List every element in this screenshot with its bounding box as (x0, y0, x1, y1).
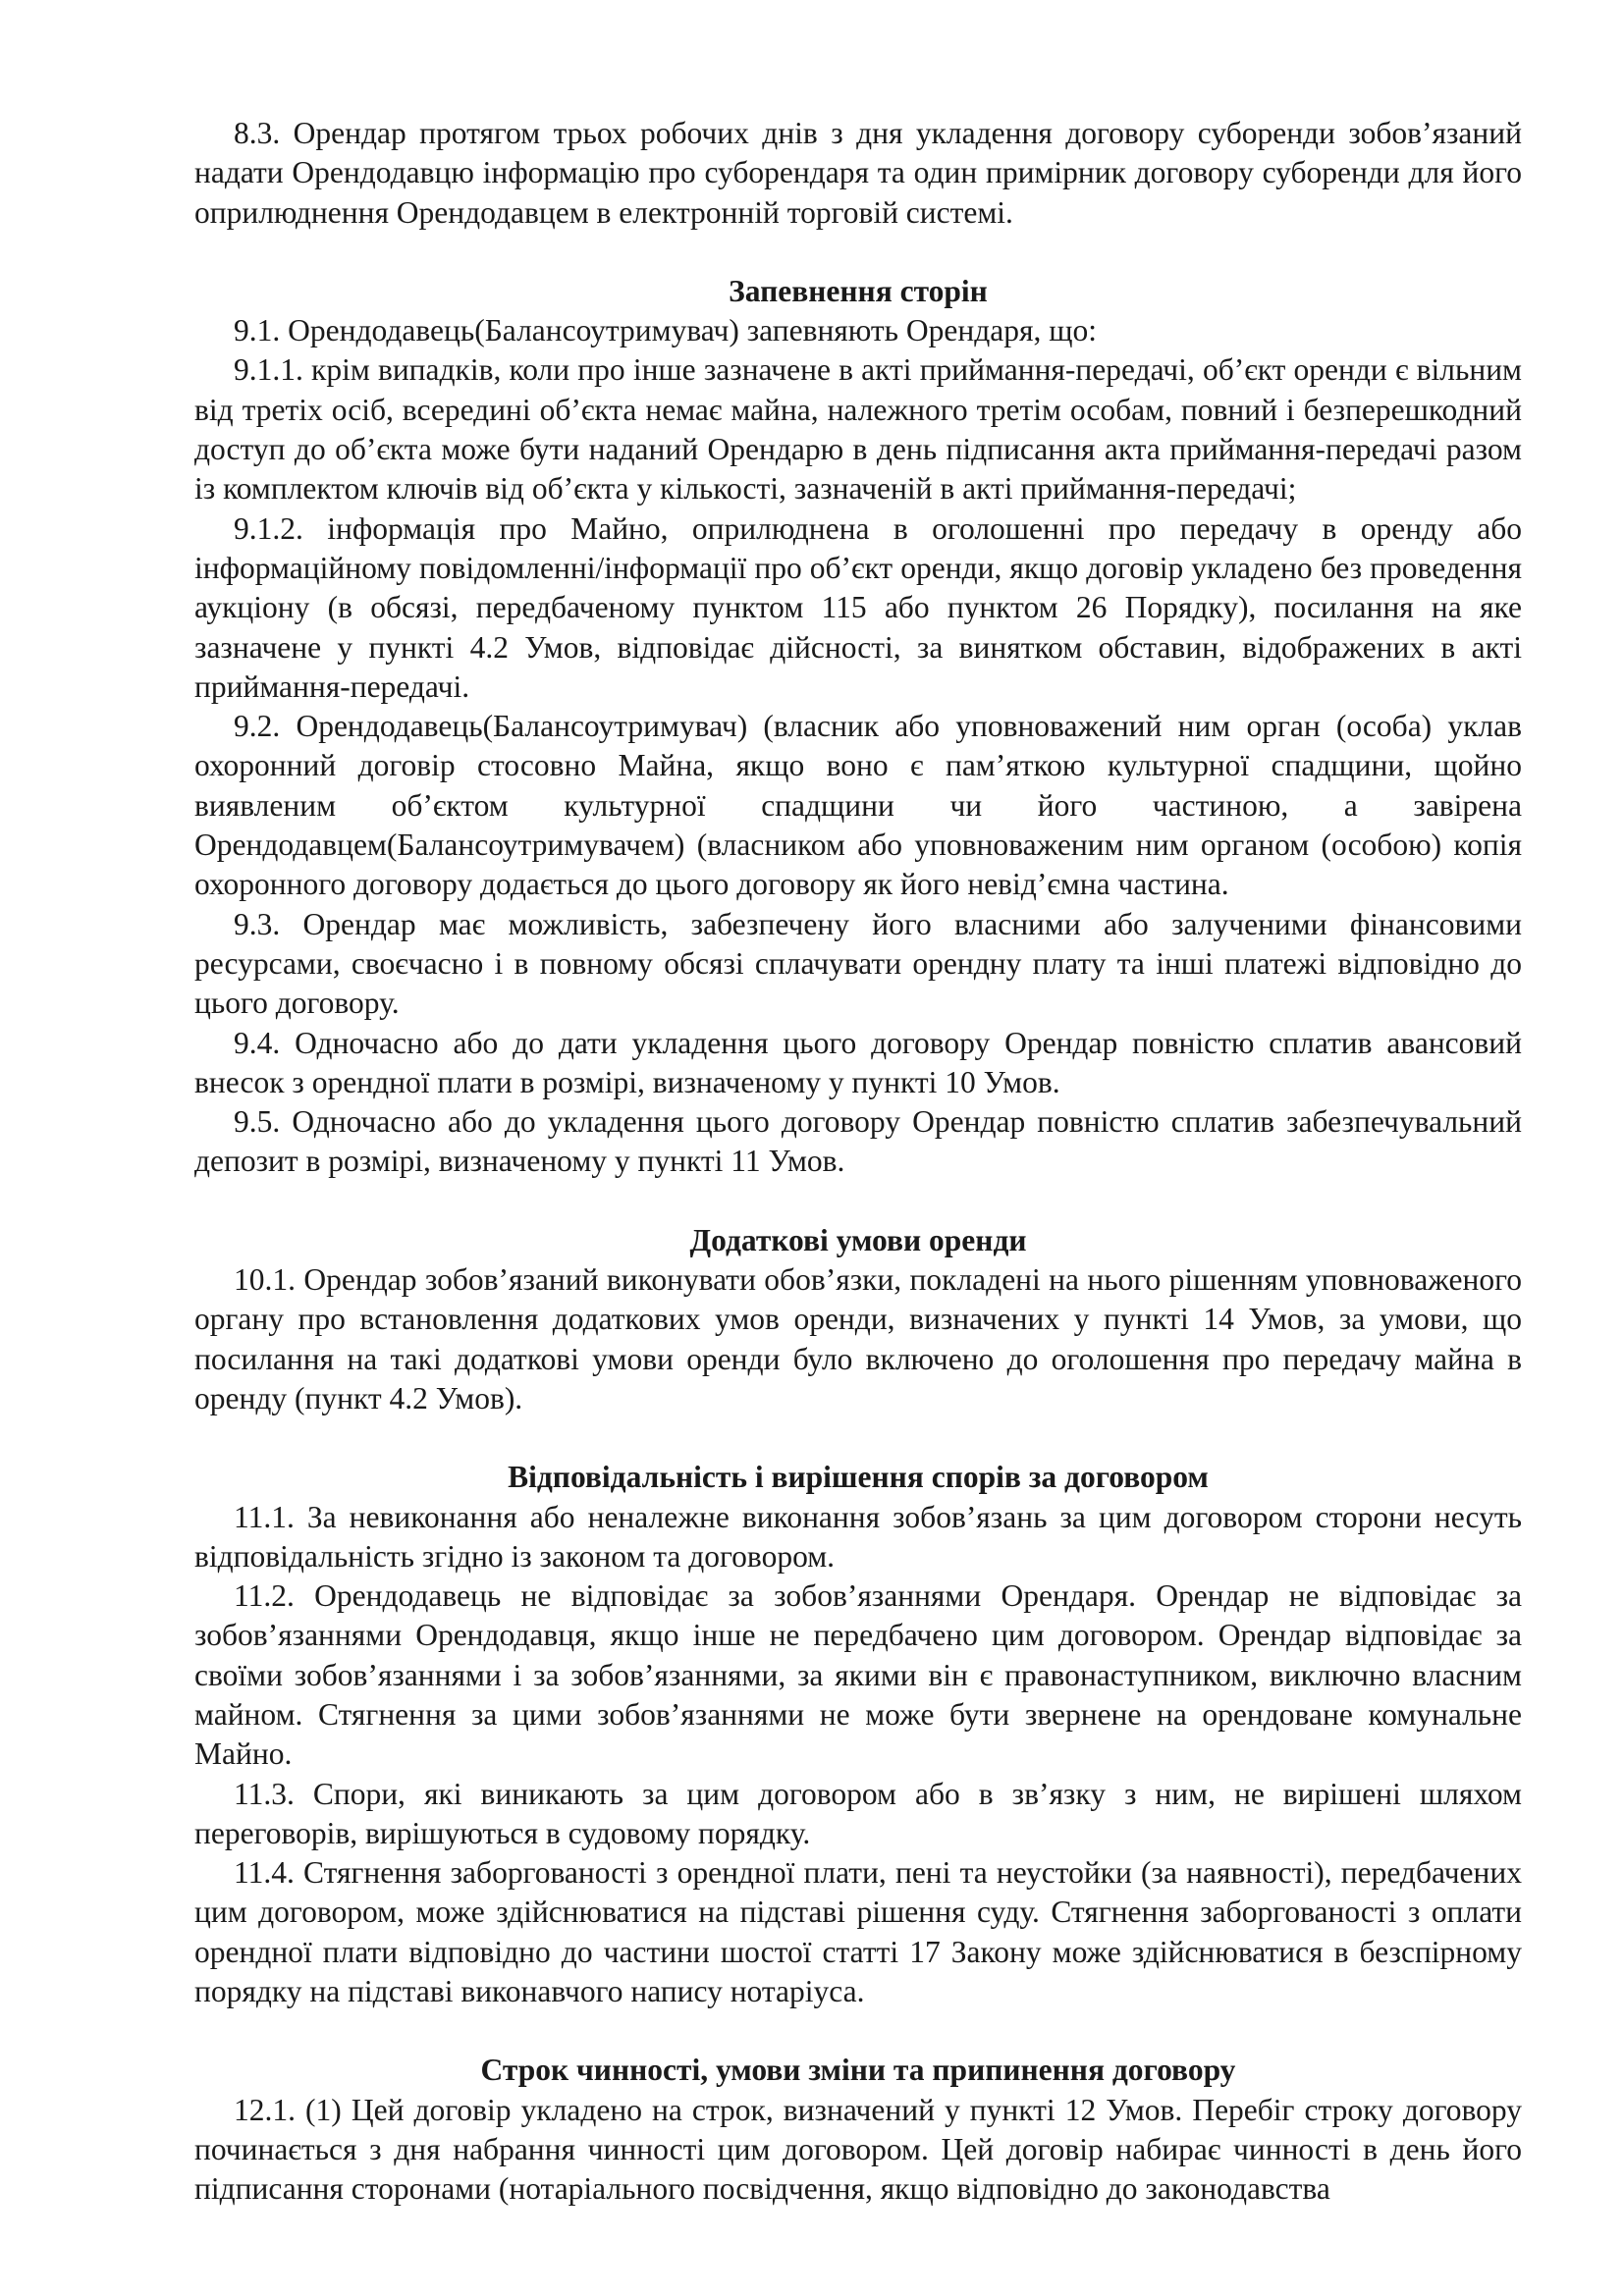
paragraph-11-1: 11.1. За невиконання або неналежне виконання зобов’язань за цим договором сторони несуть відповідальність згідно із законом та договором. (194, 1499, 1522, 1574)
paragraph-11-4: 11.4. Стягнення заборгованості з орендної плати, пені та неустойки (за наявності), передбачених цим договором, може здійснюватися на підставі рішення суду. Стягнення заборгованості з оплати орендної плати відповідно до частини шостої статті 17 Закону може здійснюватися в безспірному порядку на підставі виконавчого напису нотаріуса. (194, 1855, 1522, 2009)
section-heading-term: Строк чинності, умови зміни та припинення договору (480, 2053, 1236, 2088)
paragraph-9-1-2: 9.1.2. інформація про Майно, оприлюднена в оголошенні про передачу в оренду або інформаційному повідомленні/інформації про об’єкт оренди, якщо договір укладено без проведення аукціону (в обсязі, передбаченому пунктом 115 або пунктом 26 Порядку), посилання на яке зазначене у пункті 4.2 Умов, відповідає дійсності, за винятком обставин, відображених в акті приймання-передачі. (194, 510, 1522, 704)
paragraph-8-3: 8.3. Орендар протягом трьох робочих днів з дня укладення договору суборенди зобов’язаний надати Орендодавцю інформацію про суборендаря та один примірник договору суборенди для його оприлюднення Орендодавцем в електронній торговій системі. (194, 116, 1522, 230)
paragraph-9-1-1: 9.1.1. крім випадків, коли про інше зазначене в акті приймання-передачі, об’єкт оренди є вільним від третіх осіб, всередині об’єкта немає майна, належного третім особам, повний і безперешкодний доступ до об’єкта може бути наданий Орендарю в день підписання акта приймання-передачі разом із комплектом ключів від об’єкта у кількості, зазначеній в акті приймання-передачі; (194, 352, 1522, 507)
section-heading-assurances: Запевнення сторін (729, 273, 988, 308)
paragraph-9-5: 9.5. Одночасно або до укладення цього договору Орендар повністю сплатив забезпечувальний депозит в розмірі, визначеному у пункті 11 Умов. (194, 1104, 1522, 1179)
section-heading-additional-terms: Додаткові умови оренди (689, 1222, 1027, 1257)
paragraph-9-2: 9.2. Орендодавець(Балансоутримувач) (власник або уповноважений ним орган (особа) уклав охоронний договір стосовно Майна, якщо воно є пам’яткою культурної спадщини, щойно виявленим об’єктом культурної спадщини чи його частиною, а завірена Орендодавцем(Балансоутримувачем) (власником або уповноваженим ним органом (особою) копія охоронного договору додається до цього договору як його невід’ємна частина. (194, 709, 1522, 902)
paragraph-10-1: 10.1. Орендар зобов’язаний виконувати обов’язки, покладені на нього рішенням уповноваженого органу про встановлення додаткових умов оренди, визначених у пункті 14 Умов, за умови, що посилання на такі додаткові умови оренди було включено до оголошення про передачу майна в оренду (пункт 4.2 Умов). (194, 1262, 1522, 1415)
document-page (194, 114, 1522, 2210)
paragraph-9-1: 9.1. Орендодавець(Балансоутримувач) запевняють Орендаря, що: (234, 313, 1098, 348)
paragraph-12-1: 12.1. (1) Цей договір укладено на строк, визначений у пункті 12 Умов. Перебіг строку договору починається з дня набрання чинності цим договором. Цей договір набирає чинності в день його підписання сторонами (нотаріального посвідчення, якщо відповідно до законодавства (194, 2092, 1522, 2207)
section-heading-liability: Відповідальність і вирішення спорів за договором (508, 1460, 1209, 1495)
paragraph-11-3: 11.3. Спори, які виникають за цим договором або в зв’язку з ним, не вирішені шляхом переговорів, вирішуються в судовому порядку. (194, 1776, 1522, 1850)
paragraph-9-3: 9.3. Орендар має можливість, забезпечену його власними або залученими фінансовими ресурсами, своєчасно і в повному обсязі сплачувати орендну плату та інші платежі відповідно до цього договору. (194, 906, 1522, 1021)
section-spacer (194, 1418, 1522, 1458)
section-spacer (194, 2011, 1522, 2051)
section-spacer (194, 1182, 1522, 1221)
paragraph-11-2: 11.2. Орендодавець не відповідає за зобов’язаннями Орендаря. Орендар не відповідає за зобов’язаннями Орендодавця, якщо інше не передбачено цим договором. Орендар відповідає за своїми зобов’язаннями і за зобов’язаннями, за якими він є правонаступником, виключно власним майном. Стягнення за цими зобов’язаннями не може бути звернене на орендоване комунальне Майно. (194, 1578, 1522, 1772)
paragraph-9-4: 9.4. Одночасно або до дати укладення цього договору Орендар повністю сплатив авансовий внесок з орендної плати в розмірі, визначеному у пункті 10 Умов. (194, 1025, 1522, 1099)
section-spacer (194, 233, 1522, 272)
